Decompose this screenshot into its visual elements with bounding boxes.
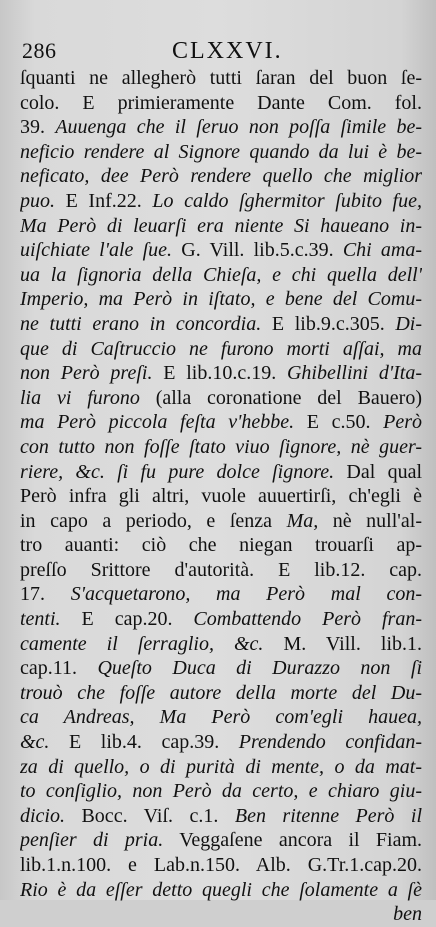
- text-line: [20, 509, 422, 534]
- roman-segment: E lib.10.c.19.: [152, 362, 287, 385]
- text-line: [20, 337, 422, 362]
- italic-segment: S'acquetarono, ma Però mal con-: [70, 583, 422, 606]
- italic-segment: Però: [383, 411, 422, 434]
- text-line: [20, 878, 422, 903]
- text-line: [20, 189, 422, 214]
- italic-segment: lia vi furono: [20, 386, 156, 409]
- roman-segment: E c.50.: [294, 411, 384, 434]
- text-line: [20, 361, 422, 386]
- text-line: [20, 681, 422, 706]
- italic-segment: dicio.: [20, 804, 65, 827]
- italic-segment: &c.: [20, 731, 50, 754]
- text-line: [20, 263, 422, 288]
- page-header: [22, 38, 416, 68]
- text-line: [20, 312, 422, 337]
- italic-segment: Ma Però di leuarſi era niente Si haueano in-: [20, 214, 422, 237]
- text-line: [20, 484, 422, 509]
- text-line: [20, 656, 422, 681]
- text-line: [20, 730, 422, 755]
- text-line: [20, 91, 422, 116]
- text-line: [20, 558, 422, 583]
- italic-segment: Prendendo confidan-: [238, 731, 422, 754]
- text-line: [20, 460, 422, 485]
- italic-segment: puo.: [20, 189, 55, 212]
- text-line: [20, 804, 422, 829]
- italic-segment: camente il ſerraglio, &c.: [20, 632, 264, 655]
- text-line: [20, 755, 422, 780]
- roman-segment: 39.: [20, 116, 56, 139]
- italic-segment: riere, &c. ſi fu pure dolce ſignore.: [20, 460, 335, 483]
- roman-segment: E cap.20.: [60, 608, 194, 631]
- italic-segment: ne tutti erano in concordia.: [20, 312, 262, 335]
- roman-segment: M. Vill. lib.1.: [263, 632, 422, 655]
- italic-segment: Lo caldo ſghermitor ſubito fue,: [152, 189, 422, 212]
- italic-segment: ua la ſignoria della Chieſa, e chi quella dell': [20, 263, 422, 286]
- text-line: [20, 287, 422, 312]
- text-line: [20, 140, 422, 165]
- text-line: [20, 902, 422, 927]
- roman-segment: ſquanti ne allegherò tutti ſaran del buon ſe-: [20, 67, 422, 89]
- roman-segment: Dal qual: [334, 460, 422, 483]
- italic-segment: neficato, dee Però rendere quello che miglior: [20, 165, 422, 188]
- italic-segment: tenti.: [20, 608, 61, 631]
- text-line: [20, 533, 422, 558]
- italic-segment: to conſiglio, non Però da certo, e chiaro giu-: [20, 780, 422, 803]
- italic-segment: ma Però piccola feſta v'hebbe.: [20, 411, 295, 434]
- italic-segment: Queſto Duca di Durazzo non ſi: [97, 657, 422, 680]
- italic-segment: Imperio, ma Però in iſtato, e bene del Comu-: [20, 288, 422, 311]
- italic-segment: Ma,: [286, 509, 319, 532]
- text-line: [20, 164, 422, 189]
- running-head: CLXXVI.: [172, 38, 283, 64]
- text-line: [20, 853, 422, 878]
- text-line: [20, 828, 422, 853]
- roman-segment: (alla coronatione del Bauero): [155, 386, 422, 409]
- text-line: [20, 386, 422, 411]
- italic-segment: neficio rendere al Signore quando da lui è be-: [20, 140, 422, 163]
- text-line: [20, 435, 422, 460]
- body-text: [20, 66, 422, 927]
- italic-segment: que di Caſtruccio ne furono morti aſſai, ma: [20, 337, 422, 360]
- italic-segment: trouò che foſſe autore della morte del Du-: [20, 681, 422, 704]
- italic-segment: za di quello, o di purità di mente, o da mat-: [20, 755, 422, 778]
- roman-segment: lib.1.n.100. e Lab.n.150. Alb. G.Tr.1.cap.20.: [20, 854, 422, 876]
- italic-segment: penſier di pria.: [20, 829, 164, 852]
- italic-segment: ben: [393, 903, 422, 926]
- text-line: [20, 607, 422, 632]
- roman-segment: 17.: [20, 583, 71, 606]
- text-line: [20, 238, 422, 263]
- text-line: [20, 66, 422, 91]
- roman-segment: preſſo Srittore d'autorità. E lib.12. cap.: [20, 558, 422, 581]
- text-line: [20, 214, 422, 239]
- italic-segment: con tutto non foſſe ſtato viuo ſignore, nè guer-: [20, 435, 422, 458]
- roman-segment: Però infra gli altri, vuole auuertirſi, ch'egli è: [20, 485, 422, 508]
- roman-segment: Veggaſene ancora il Fiam.: [163, 829, 422, 852]
- text-line: [20, 779, 422, 804]
- roman-segment: G. Vill. lib.5.c.39.: [172, 239, 343, 262]
- roman-segment: E lib.9.c.305.: [261, 312, 396, 335]
- italic-segment: ca Andreas, Ma Però com'egli hauea,: [20, 706, 422, 729]
- roman-segment: nè null'al-: [318, 509, 422, 532]
- text-line: [20, 115, 422, 140]
- text-line: [20, 632, 422, 657]
- page-number: 286: [22, 38, 57, 63]
- roman-segment: in capo a periodo, e ſenza: [20, 509, 287, 532]
- roman-segment: Bocc. Viſ. c.1.: [65, 804, 235, 827]
- italic-segment: Di-: [395, 312, 422, 335]
- italic-segment: Combattendo Però fran-: [193, 608, 422, 631]
- text-line: [20, 705, 422, 730]
- italic-segment: non Però preſi.: [20, 362, 153, 385]
- italic-segment: Rio è da eſſer detto quegli che ſolamente a ſè: [20, 878, 422, 901]
- italic-segment: Ben ritenne Però il: [234, 804, 422, 827]
- text-line: [20, 410, 422, 435]
- roman-segment: tro auanti: ciò che niegan trouarſi ap-: [20, 534, 422, 557]
- italic-segment: uiſchiate l'ale ſue.: [20, 239, 173, 262]
- roman-segment: E lib.4. cap.39.: [49, 731, 239, 754]
- roman-segment: E Inf.22.: [55, 189, 153, 212]
- text-line: [20, 582, 422, 607]
- italic-segment: Chi ama-: [342, 239, 422, 262]
- roman-segment: colo. E primieramente Dante Com. fol.: [20, 91, 422, 114]
- italic-segment: Ghibellini d'Ita-: [286, 362, 422, 385]
- roman-segment: cap.11.: [20, 657, 98, 680]
- italic-segment: Auuenga che il ſeruo non poſſa ſimile be-: [55, 116, 422, 139]
